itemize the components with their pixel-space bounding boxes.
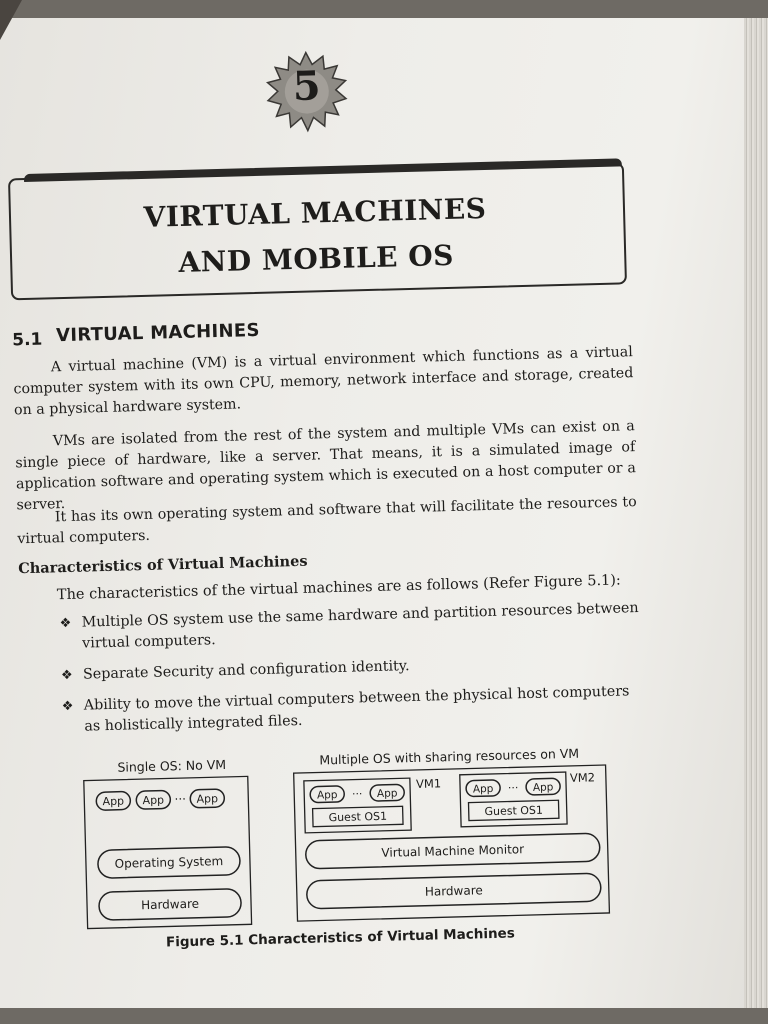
page-stack-edge — [744, 18, 768, 1008]
fig-left-title: Single OS: No VM — [117, 756, 227, 775]
list-item — [60, 681, 647, 738]
list-item — [59, 650, 645, 686]
fig-vmm-label: Virtual Machine Monitor — [381, 842, 525, 860]
characteristics-list — [57, 598, 646, 748]
bullet-text: Multiple OS system use the same hardware and partition resources between virtual computers. — [81, 600, 639, 652]
fig-vm2-app-2-label: App — [532, 781, 554, 794]
diamond-bullet-icon: ❖ — [61, 698, 74, 715]
fig-vm2-ellipsis: ··· — [507, 781, 519, 795]
paragraph-3: It has its own operating system and software that will facilitate the resources to virtual computers. — [17, 494, 637, 548]
chapter-number: 5 — [292, 62, 322, 110]
diamond-bullet-icon: ❖ — [60, 667, 73, 684]
fig-vm2-app-1-label: App — [472, 782, 494, 796]
fig-right-hw-label: Hardware — [424, 883, 483, 899]
paragraph-2: VMs are isolated from the rest of the system and multiple VMs can exist on a single piece of hardware, like a server. That means, it is a simulated image of application software and operating system which is executed on a host computer or a server. — [15, 418, 637, 514]
fig-left-app-1-label: App — [102, 794, 125, 809]
fig-right-title: Multiple OS with sharing resources on VM — [319, 745, 580, 768]
fig-vm1-guest-label: Guest OS1 — [328, 809, 388, 825]
diamond-bullet-icon: ❖ — [59, 615, 72, 632]
paragraph-1: A virtual machine (VM) is a virtual environment which functions as a virtual computer system with its own CPU, memory, network interface and storage, created on a physical hardware system. — [13, 344, 634, 419]
characteristics-intro: The characteristics of the virtual machines are as follows (Refer Figure 5.1): — [56, 572, 622, 604]
chapter-title-line-2: AND MOBILE OS — [178, 238, 455, 279]
bullet-text: Separate Security and configuration identity. — [82, 658, 410, 683]
section-title: VIRTUAL MACHINES — [55, 319, 260, 347]
fig-left-ellipsis: ··· — [174, 791, 187, 807]
list-item — [57, 598, 644, 655]
fig-vm2-label: VM2 — [569, 770, 596, 785]
bullet-text: Ability to move the virtual computers between the physical host computers as holistically integrated files. — [83, 683, 630, 735]
fig-vm1-label: VM1 — [415, 776, 442, 791]
fig-vm1-ellipsis: ··· — [351, 787, 363, 801]
chapter-title-line-1: VIRTUAL MACHINES — [143, 191, 487, 234]
characteristics-heading: Characteristics of Virtual Machines — [17, 552, 308, 578]
fig-left-app-2-label: App — [142, 793, 165, 808]
fig-vm1-app-2-label: App — [376, 787, 398, 800]
fig-vm1-app-1-label: App — [316, 789, 338, 802]
fig-left-os-label: Operating System — [114, 854, 224, 871]
page-content — [2, 0, 668, 998]
fig-vm2-guest-label: Guest OS1 — [484, 803, 544, 819]
fig-left-hw-label: Hardware — [140, 896, 200, 913]
section-number: 5.1 — [11, 329, 43, 351]
fig-left-app-3-label: App — [196, 792, 219, 806]
figure-caption: Figure 5.1 Characteristics of Virtual Machines — [165, 925, 515, 951]
